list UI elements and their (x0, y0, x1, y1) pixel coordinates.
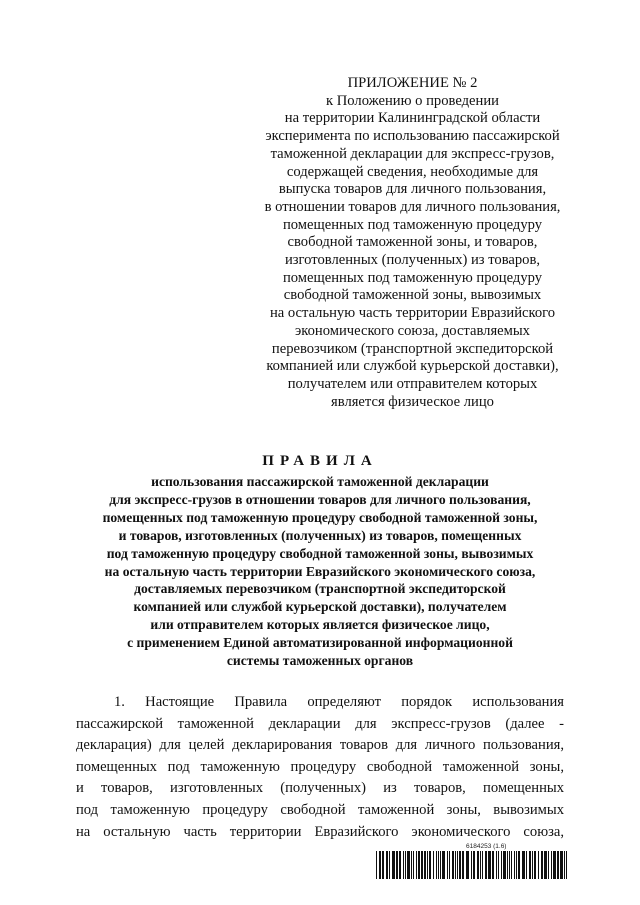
appendix-line: на остальную часть территории Евразийского (269, 305, 556, 322)
appendix-line: эксперимента по использованию пассажирской (265, 128, 560, 145)
barcode-bar (529, 851, 531, 879)
barcode-bar (507, 851, 508, 879)
appendix-line: получателем или отправителем которых (287, 375, 538, 392)
barcode-bar (532, 851, 533, 879)
barcode-bar (389, 851, 390, 879)
barcode-bar (557, 851, 559, 879)
barcode-bar (492, 851, 494, 879)
barcode-bar (566, 851, 567, 879)
subtitle-line: или отправителем которых является физическое лицо, (150, 617, 490, 633)
barcode-bar (501, 851, 502, 879)
subtitle-line: на остальную часть территории Евразийского экономического союза, (104, 563, 536, 579)
barcode-bar (396, 851, 398, 879)
barcode-bar (457, 851, 458, 879)
barcode-bar (498, 851, 499, 879)
appendix-line: помещенных под таможенную процедуру (282, 216, 543, 233)
barcode-bar (442, 851, 445, 879)
barcode-bar (399, 851, 401, 879)
paragraph-line: пассажирской таможенной декларации для экспресс-грузов (далее - (76, 715, 564, 732)
subtitle-line: для экспресс-грузов в отношении товаров для личного пользования, (109, 491, 531, 507)
subtitle-line: системы таможенных органов (226, 653, 414, 669)
barcode-bar (551, 851, 552, 879)
appendix-line: перевозчиком (транспортной экспедиторской (271, 340, 554, 357)
barcode-bar (392, 851, 395, 879)
barcode-bar (403, 851, 404, 879)
appendix-line: к Положению о проведении (326, 92, 499, 109)
paragraph-1 (76, 692, 564, 843)
barcode-bar (379, 851, 381, 879)
barcode-bar (411, 851, 412, 879)
barcode-bar (509, 851, 510, 879)
subtitle-line: с применением Единой автоматизированной информационной (127, 635, 513, 651)
paragraph-line: под таможенную процедуру свободной таможенной зоны, вывозимых (76, 801, 564, 818)
barcode-bar (488, 851, 491, 879)
barcode-bar (553, 851, 556, 879)
rules-subtitle (0, 473, 640, 670)
barcode-bar (438, 851, 439, 879)
barcode-bar (429, 851, 431, 879)
paragraph-line: помещенных под таможенную процедуру свободной таможенной зоны, (76, 758, 564, 775)
barcode-bar (518, 851, 520, 879)
barcode-bar (534, 851, 536, 879)
barcode-bar (459, 851, 461, 879)
barcode-bar (407, 851, 410, 879)
barcode-bar (538, 851, 539, 879)
barcode-bar (544, 851, 547, 879)
barcode-bar (447, 851, 448, 879)
barcode-bar (496, 851, 497, 879)
appendix-line: помещенных под таможенную процедуру (282, 269, 543, 286)
appendix-line: свободной таможенной зоны, вывозимых (283, 287, 542, 304)
barcode-bar (511, 851, 512, 879)
barcode-bar (424, 851, 426, 879)
subtitle-line: под таможенную процедуру свободной таможенной зоны, вывозимых (106, 545, 534, 561)
barcode-bar (477, 851, 479, 879)
appendix-line: изготовленных (полученных) из товаров, (284, 252, 541, 269)
barcode-bar (516, 851, 517, 879)
appendix-line: экономического союза, доставляемых (295, 322, 530, 339)
barcode-bar (485, 851, 487, 879)
appendix-header (245, 75, 580, 411)
barcode-bar (462, 851, 464, 879)
barcode-bar (480, 851, 481, 879)
barcode-bar (405, 851, 406, 879)
barcode-bar (522, 851, 525, 879)
barcode-bar (416, 851, 417, 879)
barcode-image (376, 851, 568, 879)
paragraph-line: декларация) для целей декларирования товаров для личного пользования, (76, 737, 564, 754)
subtitle-line: и товаров, изготовленных (полученных) из товаров, помещенных (118, 527, 522, 543)
barcode-bar (548, 851, 549, 879)
barcode-bar (473, 851, 475, 879)
barcode-bar (560, 851, 563, 879)
appendix-line: является физическое лицо (331, 393, 494, 410)
appendix-line: содержащей сведения, необходимые для (286, 163, 539, 180)
barcode-bar (449, 851, 450, 879)
barcode-bar (376, 851, 377, 879)
barcode-bar (452, 851, 454, 879)
barcode-bar (514, 851, 515, 879)
rules-title: ПРАВИЛА (262, 453, 378, 469)
barcode-bar (455, 851, 456, 879)
appendix-line: таможенной декларации для экспресс-грузов, (270, 145, 555, 162)
appendix-line: компанией или службой курьерской доставки), (266, 358, 559, 375)
barcode-bar (418, 851, 420, 879)
barcode-bar (436, 851, 437, 879)
subtitle-line: доставляемых перевозчиком (транспортной экспедиторской (134, 581, 506, 597)
paragraph-line: на остальную часть территории Евразийского экономического союза, (76, 823, 564, 840)
paragraph-line: 1. Настоящие Правила определяют порядок использования (114, 694, 564, 710)
appendix-title: ПРИЛОЖЕНИЕ № 2 (347, 75, 478, 91)
barcode-bar (482, 851, 483, 879)
barcode-bar (382, 851, 384, 879)
subtitle-line: компанией или службой курьерской доставки), получателем (133, 599, 507, 615)
barcode-bar (386, 851, 388, 879)
appendix-line: выпуска товаров для личного пользования, (278, 181, 547, 198)
paragraph-line: и товаров, изготовленных (полученных) из товаров, помещенных (76, 780, 564, 797)
barcode-label: 6184253 (1.6) (466, 843, 507, 850)
barcode-bar (564, 851, 565, 879)
appendix-line: свободной таможенной зоны, и товаров, (287, 234, 538, 251)
barcode-bar (466, 851, 469, 879)
appendix-line: в отношении товаров для личного пользования, (264, 198, 561, 215)
subtitle-line: помещенных под таможенную процедуру свободной таможенной зоны, (102, 509, 538, 525)
barcode-bar (503, 851, 506, 879)
barcode-bar (413, 851, 414, 879)
barcode-bar (471, 851, 472, 879)
barcode-bar (440, 851, 441, 879)
barcode-bar (421, 851, 423, 879)
barcode-bar (526, 851, 527, 879)
barcode-bar (427, 851, 428, 879)
barcode-bar (433, 851, 434, 879)
barcode-bar (541, 851, 543, 879)
appendix-line: на территории Калининградской области (284, 110, 541, 127)
subtitle-line: использования пассажирской таможенной декларации (151, 474, 489, 489)
